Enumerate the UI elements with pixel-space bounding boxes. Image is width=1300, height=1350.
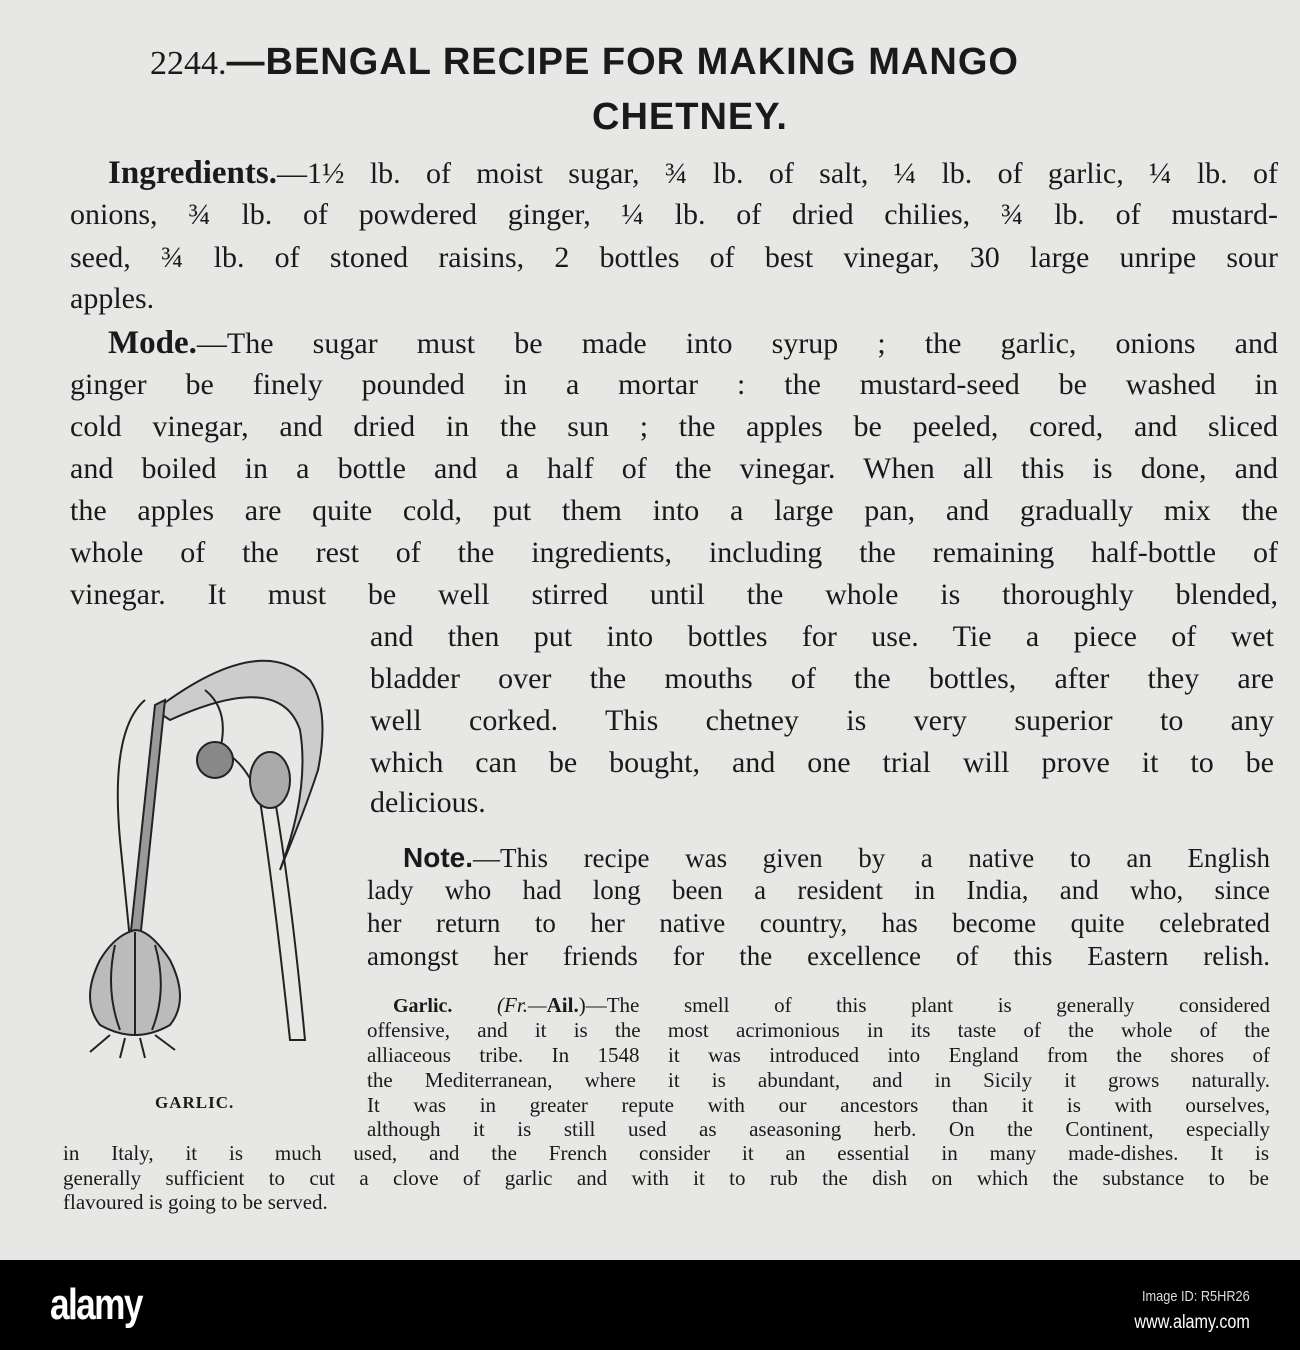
watermark-bar	[0, 1260, 1300, 1350]
title-line-1: —BENGAL RECIPE FOR MAKING MANGO	[226, 41, 1019, 83]
recipe-title	[150, 40, 1200, 84]
garlic-note-line: alliaceous tribe. In 1548 it was introduced into England from the shores of	[367, 1043, 1270, 1067]
garlic-label: Garlic.	[393, 995, 453, 1017]
recipe-number: 2244.	[150, 45, 227, 82]
garlic-note-line: although it is still used as aseasoning herb. On the Continent, especially	[367, 1117, 1270, 1141]
ingredients-line	[108, 153, 1278, 193]
garlic-note-line: offensive, and it is the most acrimonious in its taste of the whole of the	[367, 1018, 1270, 1042]
note-text: —This recipe was given by a native to an English	[473, 843, 1270, 873]
title-line-2: CHETNEY.	[592, 96, 788, 138]
mode-line: cold vinegar, and dried in the sun ; the apples be peeled, cored, and sliced	[70, 410, 1278, 443]
garlic-note-line: It was in greater repute with our ancestors than it is with ourselves,	[367, 1093, 1270, 1117]
ingredients-line: seed, ¾ lb. of stoned raisins, 2 bottles of best vinegar, 30 large unripe sour	[70, 241, 1278, 274]
note-line	[403, 841, 1270, 874]
garlic-note-line: the Mediterranean, where it is abundant, and in Sicily it grows naturally.	[367, 1068, 1270, 1092]
note-line: her return to her native country, has become quite celebrated	[367, 908, 1270, 938]
mode-line: which can be bought, and one trial will prove it to be	[370, 746, 1274, 779]
illustration-caption: GARLIC.	[155, 1093, 235, 1112]
garlic-note-line: in Italy, it is much used, and the French consider it an essential in many made-dishes. It is	[63, 1141, 1269, 1165]
mode-line: the apples are quite cold, put them into a large pan, and gradually mix the	[70, 494, 1278, 527]
garlic-illustration	[60, 640, 360, 1070]
mode-line: and then put into bottles for use. Tie a piece of wet	[370, 620, 1274, 653]
mode-line	[108, 323, 1278, 363]
mode-line: whole of the rest of the ingredients, including the remaining half-bottle of	[70, 536, 1278, 569]
garlic-paren: )	[578, 993, 586, 1017]
mode-text: —The sugar must be made into syrup ; the garlic, onions and	[196, 327, 1278, 360]
ingredients-text: —1½ lb. of moist sugar, ¾ lb. of salt, ¼ lb. of garlic, ¼ lb. of	[277, 157, 1278, 190]
mode-label: Mode.	[108, 325, 197, 361]
garlic-note-line	[393, 993, 1270, 1018]
note-line: lady who had long been a resident in India, and who, since	[367, 875, 1270, 905]
mode-line: and boiled in a bottle and a half of the vinegar. When all this is done, and	[70, 452, 1278, 485]
note-label: Note.	[403, 842, 473, 873]
alamy-logo: alamy	[50, 1280, 142, 1329]
image-id: Image ID: R5HR26	[1142, 1288, 1250, 1305]
mode-line: vinegar. It must be well stirred until the whole is thoroughly blended,	[70, 578, 1278, 611]
ingredients-line: apples.	[70, 282, 155, 315]
garlic-note-line: generally sufficient to cut a clove of garlic and with it to rub the dish on which the substance to be	[63, 1166, 1269, 1190]
ingredients-label: Ingredients.	[108, 155, 277, 191]
mode-line: delicious.	[370, 786, 486, 819]
garlic-fr: (Fr.—	[497, 993, 547, 1017]
mode-line: ginger be finely pounded in a mortar : the mustard-seed be washed in	[70, 368, 1278, 401]
mode-line: well corked. This chetney is very superior to any	[370, 704, 1274, 737]
ingredients-line: onions, ¾ lb. of powdered ginger, ¼ lb. of dried chilies, ¾ lb. of mustard-	[70, 198, 1278, 231]
note-line: amongst her friends for the excellence of this Eastern relish.	[367, 941, 1270, 971]
garlic-text: —The smell of this plant is generally considered	[585, 993, 1270, 1017]
garlic-note-line: flavoured is going to be served.	[63, 1190, 328, 1214]
mode-line: bladder over the mouths of the bottles, after they are	[370, 662, 1274, 695]
garlic-ail: Ail.	[546, 993, 579, 1017]
watermark-url: www.alamy.com	[1134, 1312, 1250, 1333]
